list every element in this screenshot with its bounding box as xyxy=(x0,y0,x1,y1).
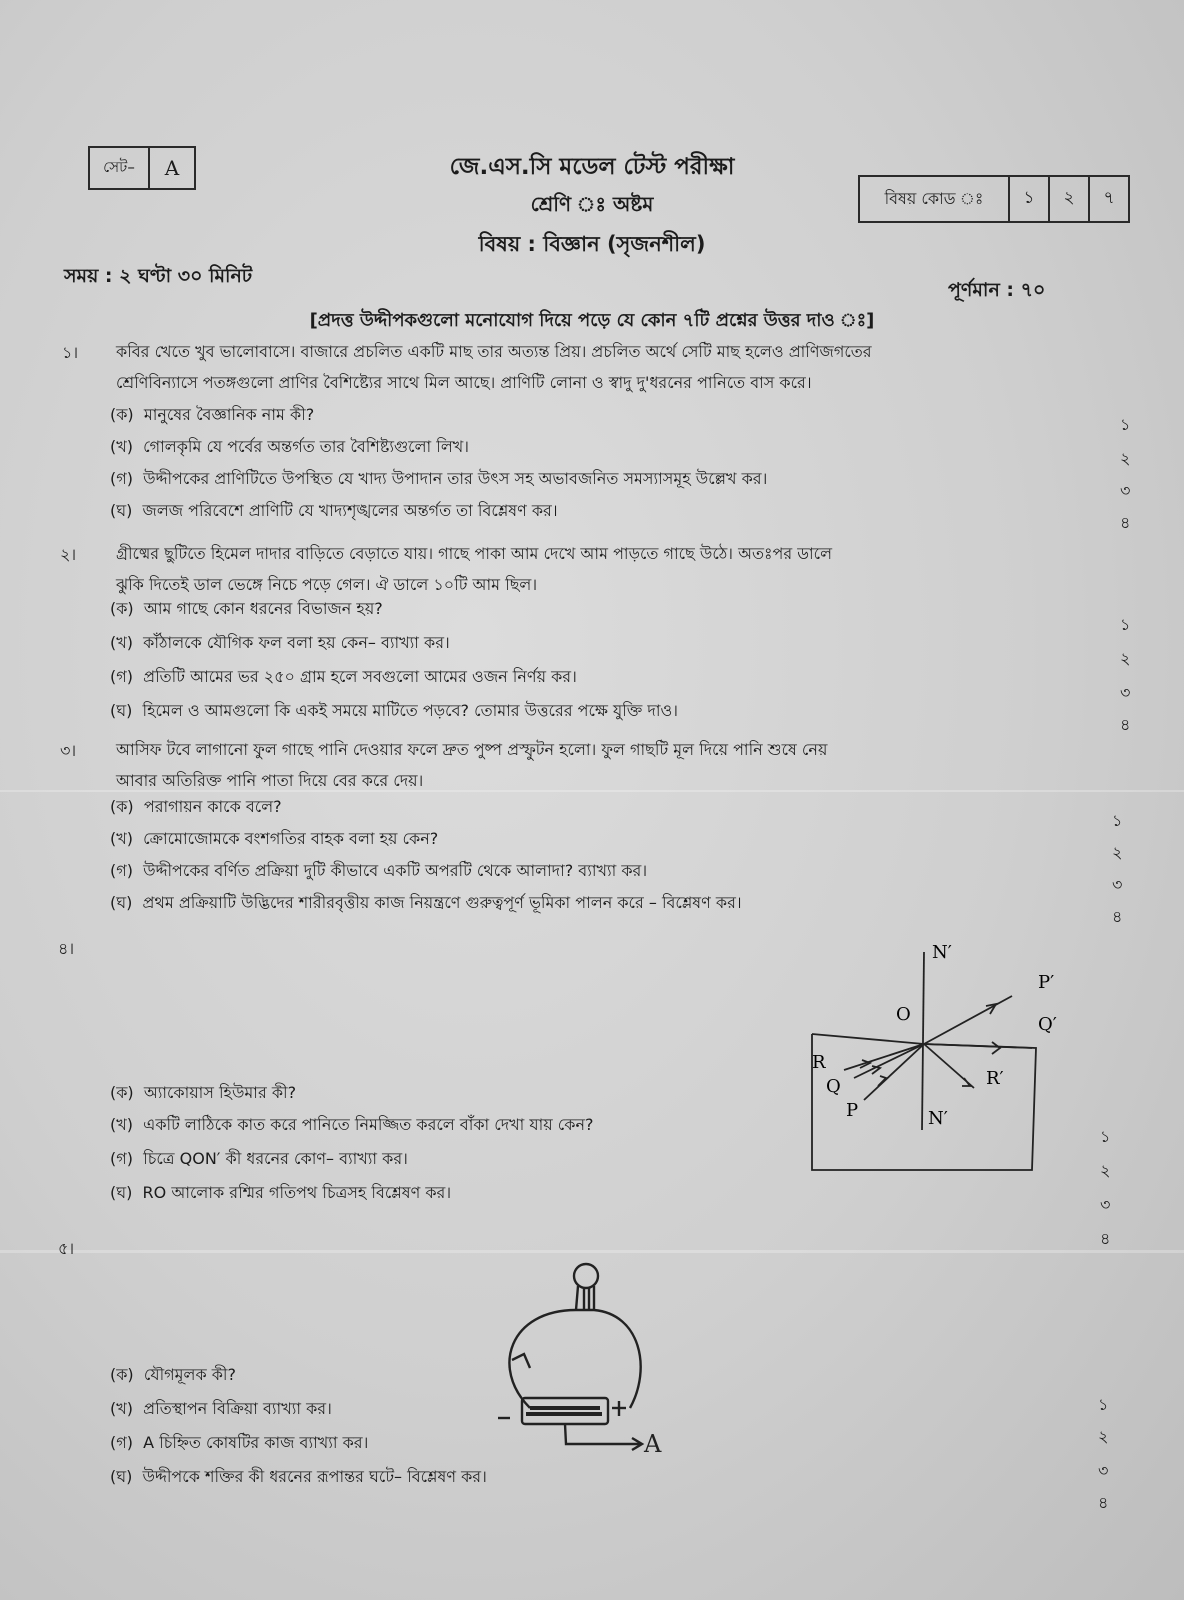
sub-question xyxy=(110,1080,296,1107)
sub-text: প্রতিস্থাপন বিক্রিয়া ব্যাখ্যা কর। xyxy=(143,1399,332,1418)
sub-question xyxy=(110,596,383,623)
sub-text: কাঁঠালকে যৌগিক ফল বলা হয় কেন– ব্যাখ্যা কর। xyxy=(143,633,450,652)
marks: ১ xyxy=(1112,811,1123,830)
sub-text: চিত্রে QON′ কী ধরনের কোণ– ব্যাখ্যা কর। xyxy=(143,1149,408,1168)
sub-question xyxy=(110,794,282,821)
subject-code-digit: ৭ xyxy=(1103,188,1115,208)
sub-question xyxy=(110,1430,368,1457)
question-number: ৪। xyxy=(58,939,75,958)
subject-code-digit: ২ xyxy=(1050,177,1090,221)
marks: ৩ xyxy=(1098,1461,1109,1480)
set-value: A xyxy=(164,156,180,180)
sub-text: প্রথম প্রক্রিয়াটি উদ্ভিদের শারীরবৃত্তীয় কাজ নিয়ন্ত্রণে গুরুত্বপূর্ণ ভূমিকা পালন করে – বিশ্লেষণ কর। xyxy=(142,893,742,912)
sub-text: ক্রোমোজোমকে বংশগতির বাহক বলা হয় কেন? xyxy=(143,829,439,848)
sub-label: (গ) xyxy=(110,1149,133,1168)
sub-question xyxy=(110,1146,408,1173)
sub-question xyxy=(110,698,678,725)
question-number: ৫। xyxy=(58,1239,75,1258)
sub-text: উদ্দীপকে শক্তির কী ধরনের রূপান্তর ঘটে– বিশ্লেষণ কর। xyxy=(142,1467,487,1486)
label-n-bottom: N′ xyxy=(928,1108,948,1129)
marks: ১ xyxy=(1120,615,1131,634)
sub-label: (গ) xyxy=(110,1433,133,1452)
label-o: O xyxy=(896,1004,911,1025)
subject-line: বিষয় : বিজ্ঞান (সৃজনশীল) xyxy=(478,232,706,256)
sub-label: (ক) xyxy=(110,1083,134,1102)
label-p-prime: P′ xyxy=(1038,972,1055,993)
paper-crease xyxy=(0,1250,1184,1253)
sub-question xyxy=(110,1180,451,1207)
class-line: শ্রেণি ঃ অষ্টম xyxy=(530,192,654,216)
sub-label: (ঘ) xyxy=(110,501,133,520)
sub-text: পরাগায়ন কাকে বলে? xyxy=(143,797,282,816)
marks: ৩ xyxy=(1100,1195,1111,1214)
marks: ৪ xyxy=(1098,1493,1109,1512)
stem-line: কবির খেতে খুব ভালোবাসে। বাজারে প্রচলিত একটি মাছ তার অত্যন্ত প্রিয়। প্রচলিত অর্থে সেটি মাছ হলেও প্রাণিজগতের xyxy=(116,342,872,361)
sub-question xyxy=(110,826,438,853)
sub-label: (ঘ) xyxy=(110,1183,133,1202)
sub-label: (গ) xyxy=(110,861,133,880)
sub-text: মানুষের বৈজ্ঞানিক নাম কী? xyxy=(143,405,315,424)
marks: ৩ xyxy=(1120,683,1131,702)
sub-text: গোলকৃমি যে পর্বের অন্তর্গত তার বৈশিষ্ট্যগুলো লিখ। xyxy=(143,437,469,456)
stem-line: আবার অতিরিক্ত পানি পাতা দিয়ে বের করে দেয়। xyxy=(116,771,424,790)
sub-text: যৌগমূলক কী? xyxy=(143,1365,236,1384)
sub-text: RO আলোক রশ্মির গতিপথ চিত্রসহ বিশ্লেষণ কর। xyxy=(142,1183,452,1202)
marks: ৪ xyxy=(1120,513,1131,532)
label-a: A xyxy=(644,1430,662,1458)
sub-question xyxy=(110,890,742,917)
question-stem xyxy=(116,336,872,398)
sub-question xyxy=(110,466,767,493)
instruction: [প্রদত্ত উদ্দীপকগুলো মনোযোগ দিয়ে পড়ে যে কোন ৭টি প্রশ্নের উত্তর দাও ঃ] xyxy=(309,310,875,331)
question-number: ১। xyxy=(62,343,79,362)
question-number: ৩। xyxy=(60,741,77,760)
sub-question xyxy=(110,858,647,885)
sub-question xyxy=(110,630,450,657)
sub-label: (ঘ) xyxy=(110,701,133,720)
label-q-prime: Q′ xyxy=(1038,1014,1057,1035)
sub-text: A চিহ্নিত কোষটির কাজ ব্যাখ্যা কর। xyxy=(143,1433,369,1452)
sub-question xyxy=(110,1396,332,1423)
sub-text: উদ্দীপকের বর্ণিত প্রক্রিয়া দুটি কীভাবে একটি অপরটি থেকে আলাদা? ব্যাখ্যা কর। xyxy=(143,861,648,880)
question-stem xyxy=(116,538,832,600)
sub-question xyxy=(110,1464,487,1491)
full-marks: পূর্ণমান : ৭০ xyxy=(948,279,1046,301)
marks: ৪ xyxy=(1112,907,1123,926)
exam-time: সময় : ২ ঘণ্টা ৩০ মিনিট xyxy=(64,265,253,287)
sub-label: (খ) xyxy=(110,437,133,456)
subject-code-box xyxy=(858,175,1130,223)
sub-label: (গ) xyxy=(110,469,133,488)
marks: ২ xyxy=(1100,1161,1111,1180)
marks: ৩ xyxy=(1120,481,1131,500)
sub-label: (ক) xyxy=(110,1365,134,1384)
refraction-diagram xyxy=(800,940,1060,1180)
sub-label: (গ) xyxy=(110,667,133,686)
sub-label: (ঘ) xyxy=(110,1467,133,1486)
question-stem xyxy=(116,734,827,796)
subject-code-digit: ১ xyxy=(1010,177,1050,221)
sub-question xyxy=(110,498,558,525)
marks: ১ xyxy=(1120,415,1131,434)
sub-text: প্রতিটি আমের ভর ২৫০ গ্রাম হলে সবগুলো আমের ওজন নির্ণয় কর। xyxy=(143,667,577,686)
sub-question xyxy=(110,434,469,461)
question-number: ২। xyxy=(60,545,77,564)
sub-label: (ক) xyxy=(110,405,134,424)
label-q: Q xyxy=(826,1076,841,1097)
marks: ২ xyxy=(1098,1427,1109,1446)
marks: ৪ xyxy=(1120,715,1131,734)
label-n-top: N′ xyxy=(932,942,952,963)
sub-label: (ক) xyxy=(110,599,134,618)
sub-text: আম গাছে কোন ধরনের বিভাজন হয়? xyxy=(143,599,383,618)
marks: ১ xyxy=(1100,1127,1111,1146)
subject-code-label: বিষয় কোড ঃ xyxy=(860,177,1010,221)
sub-question xyxy=(110,1112,594,1139)
sub-text: জলজ পরিবেশে প্রাণিটি যে খাদ্যশৃঙ্খলের অন্তর্গত তা বিশ্লেষণ কর। xyxy=(142,501,558,520)
exam-title: জে.এস.সি মডেল টেস্ট পরীক্ষা xyxy=(449,154,735,180)
stem-line: শ্রেণিবিন্যাসে পতঙ্গগুলো প্রাণির বৈশিষ্ট্যের সাথে মিল আছে। প্রাণিটি লোনা ও স্বাদু দু'ধরনের পানিতে বাস করে। xyxy=(116,373,812,392)
sub-label: (ঘ) xyxy=(110,893,133,912)
stem-line: গ্রীষ্মের ছুটিতে হিমেল দাদার বাড়িতে বেড়াতে যায়। গাছে পাকা আম দেখে আম পাড়তে গাছে উঠে। অতঃপর ডালে xyxy=(116,544,833,563)
cell-diagram xyxy=(490,1258,710,1458)
label-p: P xyxy=(846,1100,859,1121)
sub-text: উদ্দীপকের প্রাণিটিতে উপস্থিত যে খাদ্য উপাদান তার উৎস সহ অভাবজনিত সমস্যাসমূহ উল্লেখ কর। xyxy=(143,469,768,488)
marks: ১ xyxy=(1098,1395,1109,1414)
sub-question xyxy=(110,664,577,691)
sub-label: (খ) xyxy=(110,633,133,652)
marks: ২ xyxy=(1120,449,1131,468)
marks: ২ xyxy=(1120,649,1131,668)
sub-text: অ্যাকোয়াস হিউমার কী? xyxy=(143,1083,297,1102)
sub-label: (খ) xyxy=(110,829,133,848)
marks: ৩ xyxy=(1112,875,1123,894)
set-label: সেট– xyxy=(90,148,150,188)
stem-line: আসিফ টবে লাগানো ফুল গাছে পানি দেওয়ার ফলে দ্রুত পুষ্প প্রস্ফুটন হলো। ফুল গাছটি মূল দিয়ে পানি শুষে নেয় xyxy=(116,740,828,759)
label-r: R xyxy=(812,1052,826,1073)
sub-label: (খ) xyxy=(110,1399,133,1418)
sub-question xyxy=(110,1362,236,1389)
sub-question xyxy=(110,402,314,429)
label-r-prime: R′ xyxy=(986,1068,1004,1089)
sub-text: একটি লাঠিকে কাত করে পানিতে নিমজ্জিত করলে বাঁকা দেখা যায় কেন? xyxy=(143,1115,594,1134)
sub-label: (ক) xyxy=(110,797,134,816)
marks: ৪ xyxy=(1100,1229,1111,1248)
sub-label: (খ) xyxy=(110,1115,133,1134)
stem-line: ঝুকি দিতেই ডাল ভেঙ্গে নিচে পড়ে গেল। ঐ ডালে ১০টি আম ছিল। xyxy=(116,575,538,594)
sub-text: হিমেল ও আমগুলো কি একই সময়ে মাটিতে পড়বে? তোমার উত্তরের পক্ষে যুক্তি দাও। xyxy=(142,701,678,720)
marks: ২ xyxy=(1112,843,1123,862)
